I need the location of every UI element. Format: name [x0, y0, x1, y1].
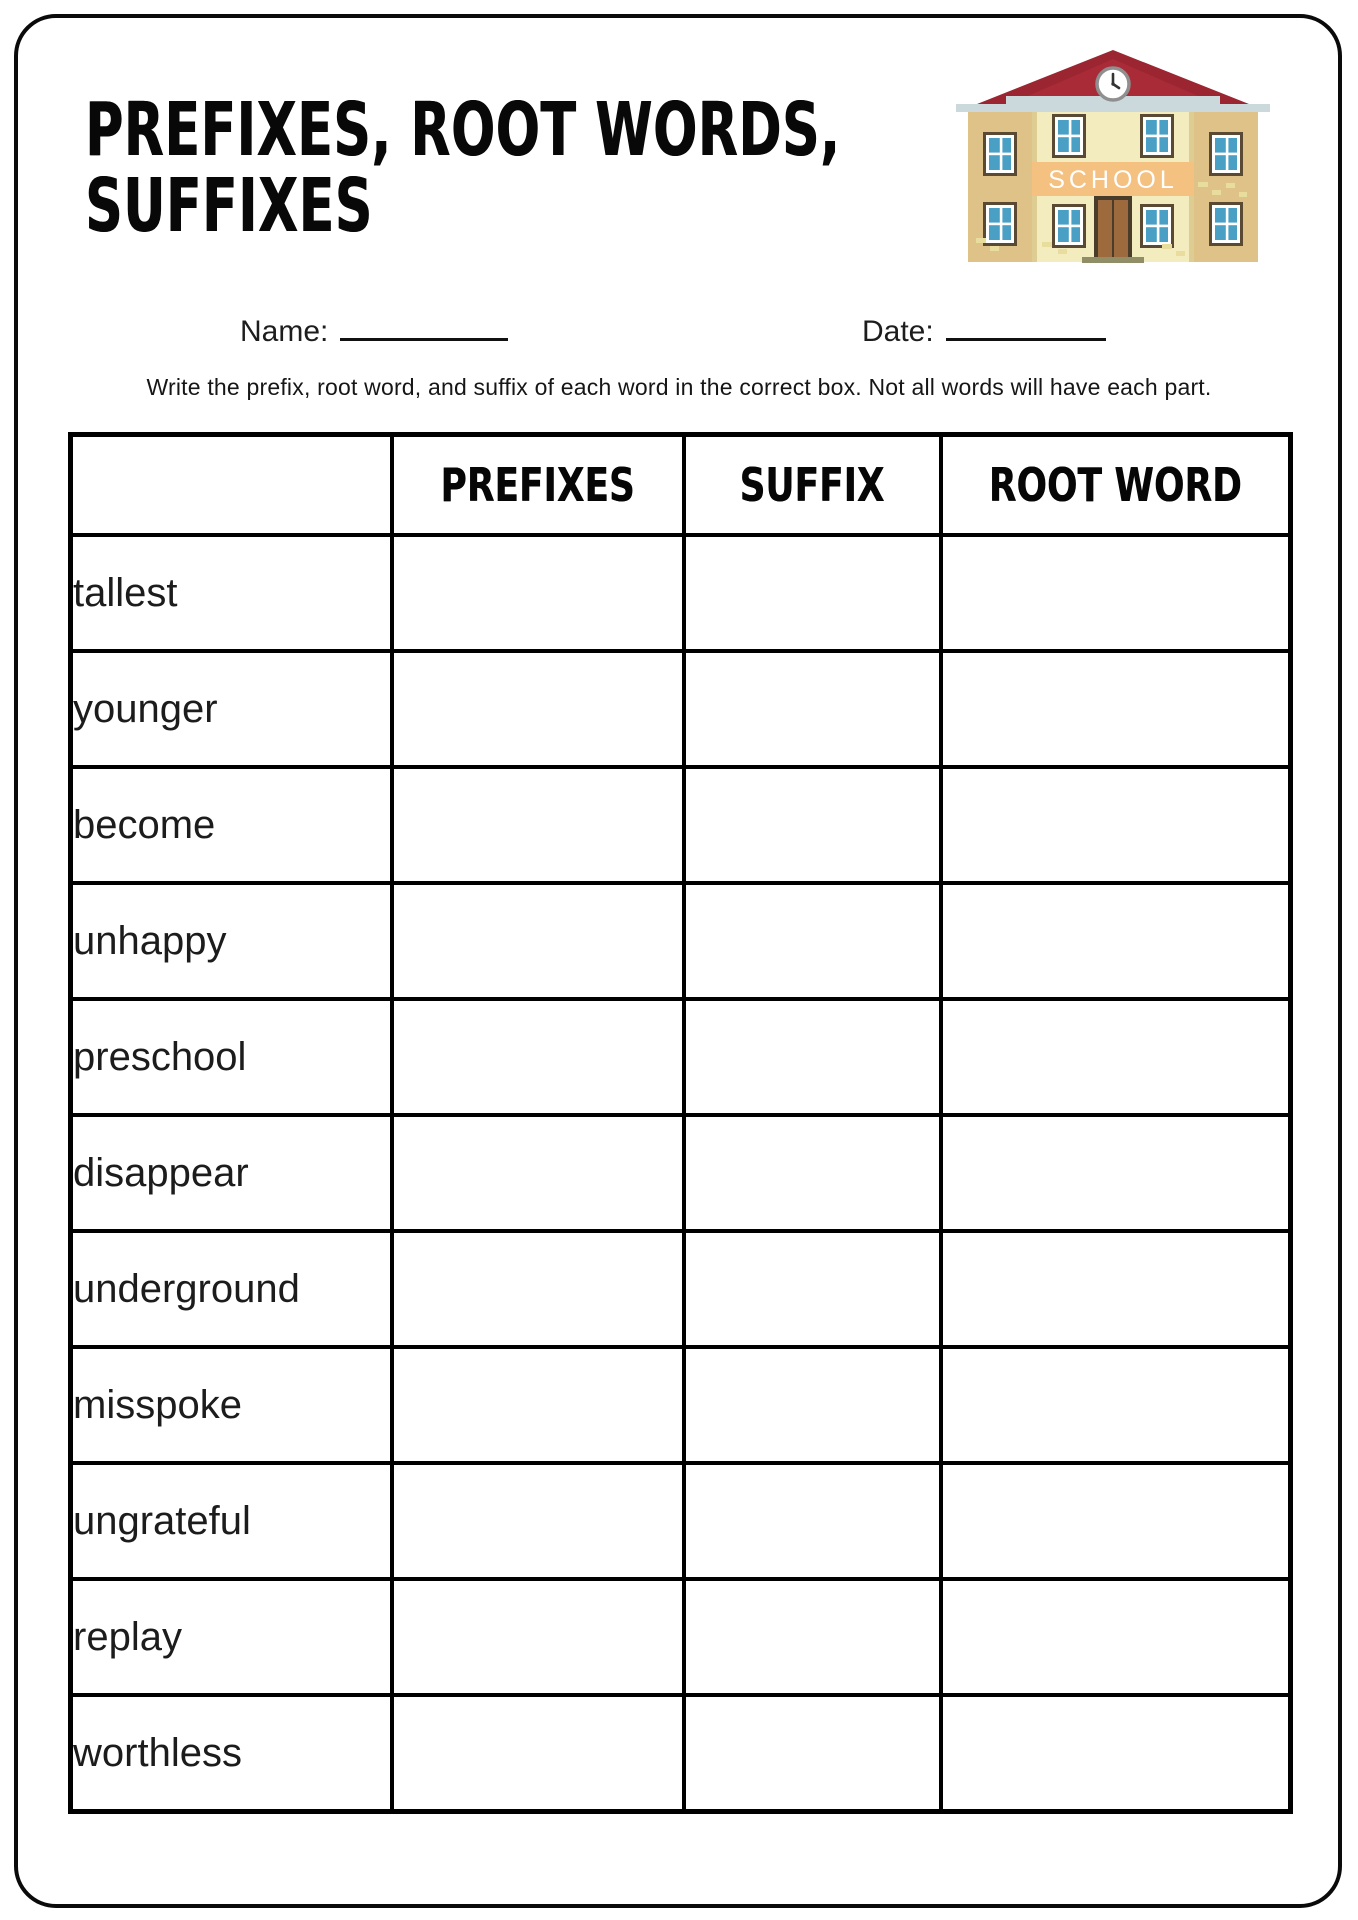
meta-row	[0, 306, 1358, 350]
table-row	[71, 1579, 1291, 1695]
rootword-answer-cell[interactable]	[941, 1115, 1291, 1231]
instructions-text: Write the prefix, root word, and suffix of each word in the correct box. Not all words will have each part.	[146, 374, 1212, 400]
word-cell: misspoke	[71, 1347, 392, 1463]
prefix-answer-cell[interactable]	[392, 1115, 684, 1231]
prefix-answer-cell[interactable]	[392, 883, 684, 999]
window-icon	[983, 202, 1017, 246]
rootword-answer-cell[interactable]	[941, 883, 1291, 999]
suffix-answer-cell[interactable]	[684, 1347, 941, 1463]
suffix-answer-cell[interactable]	[684, 535, 941, 651]
table-row	[71, 651, 1291, 767]
suffix-answer-cell[interactable]	[684, 883, 941, 999]
suffix-answer-cell[interactable]	[684, 1463, 941, 1579]
suffix-answer-cell[interactable]	[684, 767, 941, 883]
window-icon	[983, 132, 1017, 176]
suffix-answer-cell[interactable]	[684, 999, 941, 1115]
prefix-answer-cell[interactable]	[392, 535, 684, 651]
word-cell: worthless	[71, 1695, 392, 1812]
word-cell: disappear	[71, 1115, 392, 1231]
table-row	[71, 1463, 1291, 1579]
school-illustration	[948, 46, 1278, 268]
word-cell: tallest	[71, 535, 392, 651]
date-label: Date:	[862, 315, 934, 348]
page-title-line1: PREFIXES, ROOT WORDS,	[85, 87, 841, 173]
table-row	[71, 1115, 1291, 1231]
table-row	[71, 767, 1291, 883]
suffix-answer-cell[interactable]	[684, 1231, 941, 1347]
window-icon	[1140, 114, 1174, 158]
table-row	[71, 999, 1291, 1115]
prefix-answer-cell[interactable]	[392, 1231, 684, 1347]
name-blank[interactable]	[340, 306, 508, 341]
window-icon	[1052, 204, 1086, 248]
school-sign-text: SCHOOL	[1048, 166, 1178, 194]
worksheet-table	[68, 432, 1293, 1814]
window-icon	[1052, 114, 1086, 158]
prefix-answer-cell[interactable]	[392, 1463, 684, 1579]
suffix-answer-cell[interactable]	[684, 1579, 941, 1695]
word-cell: become	[71, 767, 392, 883]
word-cell: preschool	[71, 999, 392, 1115]
rootword-answer-cell[interactable]	[941, 1231, 1291, 1347]
suffix-answer-cell[interactable]	[684, 1115, 941, 1231]
window-icon	[1209, 132, 1243, 176]
rootword-answer-cell[interactable]	[941, 767, 1291, 883]
rootword-answer-cell[interactable]	[941, 1695, 1291, 1812]
header-word	[71, 435, 392, 536]
prefix-answer-cell[interactable]	[392, 651, 684, 767]
table-row	[71, 1695, 1291, 1812]
prefix-answer-cell[interactable]	[392, 1579, 684, 1695]
word-cell: unhappy	[71, 883, 392, 999]
table-row	[71, 1347, 1291, 1463]
prefix-answer-cell[interactable]	[392, 1347, 684, 1463]
rootword-answer-cell[interactable]	[941, 1347, 1291, 1463]
table-row	[71, 1231, 1291, 1347]
table-row	[71, 535, 1291, 651]
header-prefixes: PREFIXES	[392, 435, 684, 536]
header-row	[71, 435, 1291, 536]
window-icon	[1209, 202, 1243, 246]
rootword-answer-cell[interactable]	[941, 651, 1291, 767]
table-row	[71, 883, 1291, 999]
clock-icon	[1097, 68, 1129, 100]
suffix-answer-cell[interactable]	[684, 651, 941, 767]
date-blank[interactable]	[946, 306, 1106, 341]
header-root-word: ROOT WORD	[941, 435, 1291, 536]
prefix-answer-cell[interactable]	[392, 767, 684, 883]
suffix-answer-cell[interactable]	[684, 1695, 941, 1812]
page-title-line2: SUFFIXES	[85, 163, 373, 249]
rootword-answer-cell[interactable]	[941, 1463, 1291, 1579]
name-label: Name:	[240, 315, 329, 348]
rootword-answer-cell[interactable]	[941, 535, 1291, 651]
prefix-answer-cell[interactable]	[392, 999, 684, 1115]
window-icon	[1140, 204, 1174, 248]
rootword-answer-cell[interactable]	[941, 1579, 1291, 1695]
prefix-answer-cell[interactable]	[392, 1695, 684, 1812]
word-cell: ungrateful	[71, 1463, 392, 1579]
word-cell: younger	[71, 651, 392, 767]
word-cell: replay	[71, 1579, 392, 1695]
word-cell: underground	[71, 1231, 392, 1347]
rootword-answer-cell[interactable]	[941, 999, 1291, 1115]
header-suffix: SUFFIX	[684, 435, 941, 536]
